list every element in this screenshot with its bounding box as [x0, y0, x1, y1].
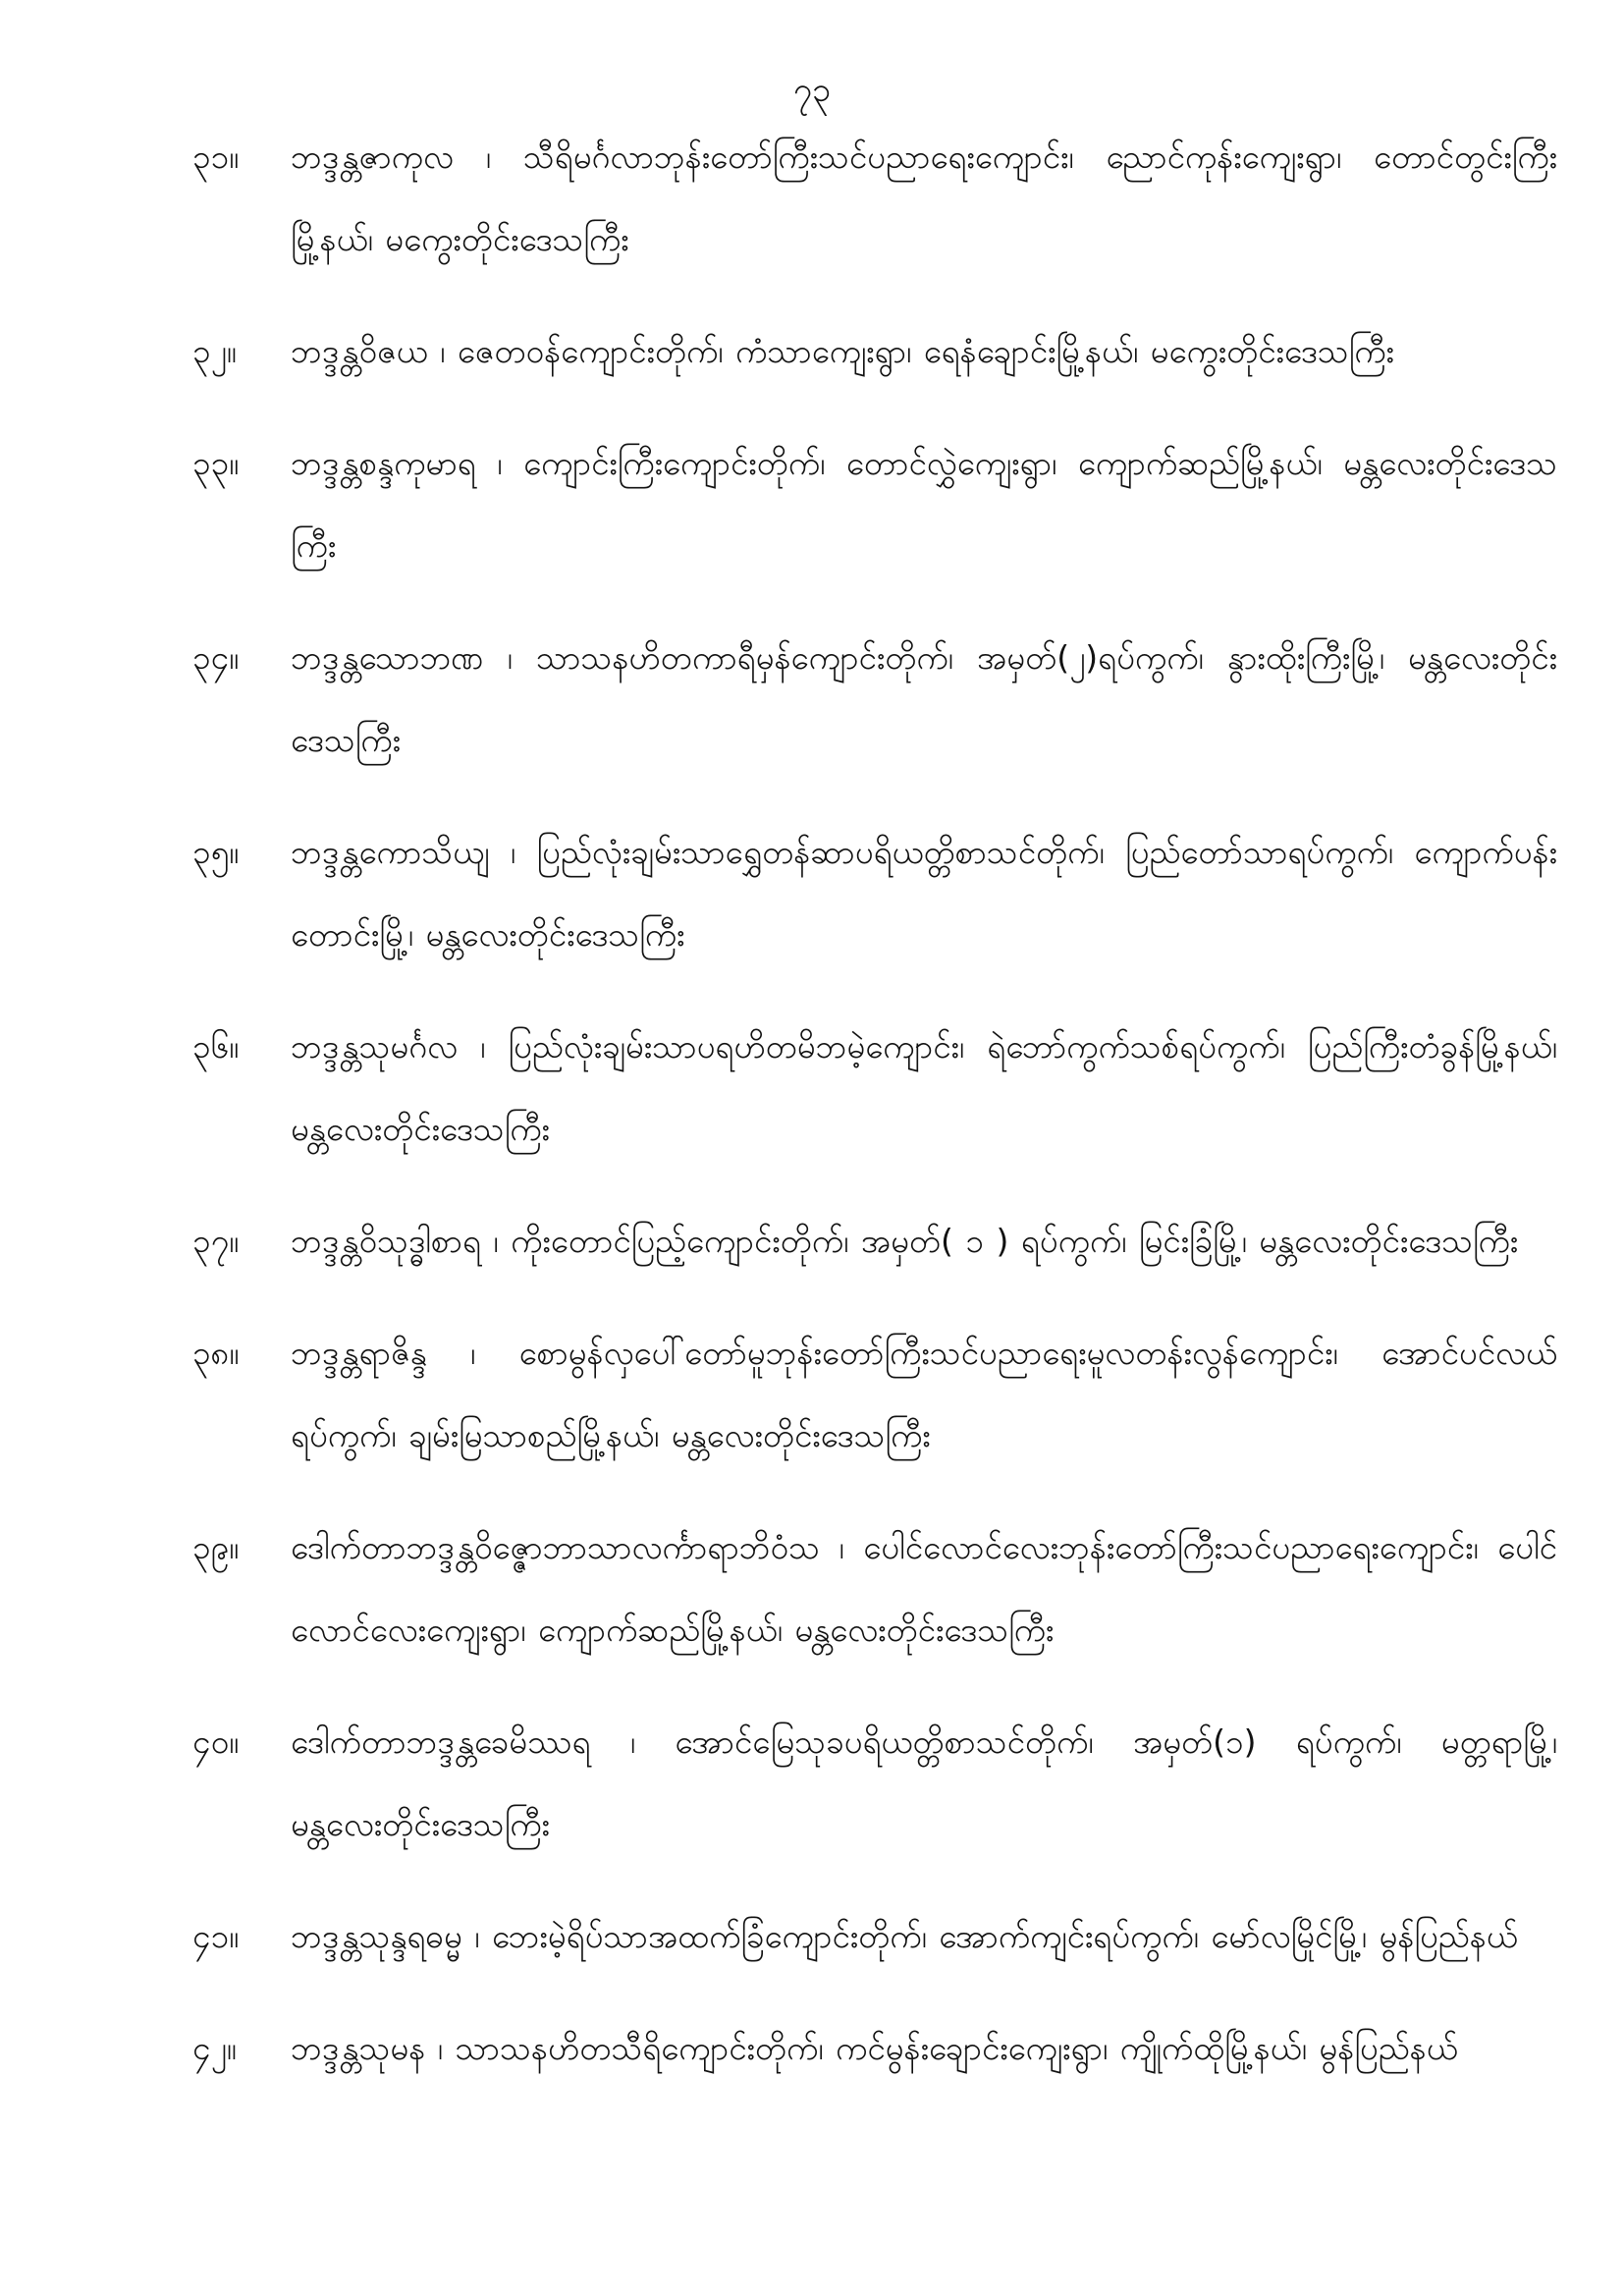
list-item	[192, 1895, 1557, 1978]
entry-text: ဒေါက်တာဘဒ္ဒန္တဝိဇ္ဇောဘာသာလင်္ကာရာဘိဝံသ ၊ ပေါင်လောင်လေးဘုန်းတော်ကြီးသင်ပညာရေးကျောင်း၊ ပေါင်လောင်လေးကျေးရွာ၊ ကျောက်ဆည်မြို့နယ်၊ မန္တလေးတိုင်းဒေသကြီး	[291, 1528, 1557, 1649]
list-item	[192, 1312, 1557, 1477]
entry-text: ဘဒ္ဒန္တစန္ဒကုမာရ ၊ ကျောင်းကြီးကျောင်းတိုက်၊ တောင်လွှဲကျေးရွာ၊ ကျောက်ဆည်မြို့နယ်၊ မန္တလေးတိုင်းဒေသကြီး	[291, 444, 1557, 565]
entry-number: ၃၅။	[192, 833, 240, 871]
list-item	[192, 310, 1557, 393]
entry-text: ဘဒ္ဒန္တသုမန ၊ သာသနဟိတသီရိကျောင်းတိုက်၊ ကင်မွန်းချောင်းကျေးရွာ၊ ကျိုက်ထိုမြို့နယ်၊ မွန်ပြည်နယ်	[291, 2029, 1458, 2067]
entry-number: ၄၂။	[192, 2029, 237, 2067]
entry-text: ဘဒ္ဒန္တကောသိယျ ၊ ပြည်လုံးချမ်းသာရွှေတန်ဆာပရိယတ္တိစာသင်တိုက်၊ ပြည်တော်သာရပ်ကွက်၊ ကျောက်ပန်းတောင်းမြို့၊ မန္တလေးတိုင်းဒေသကြီး	[291, 833, 1557, 954]
entry-text: ဘဒ္ဒန္တရာဇိန္ဒ ၊ စောမွန်လှပေါ်တော်မူဘုန်းတော်ကြီးသင်ပညာရေးမူလတန်းလွန်ကျောင်း၊ အောင်ပင်လယ်ရပ်ကွက်၊ ချမ်းမြသာစည်မြို့နယ်၊ မန္တလေးတိုင်းဒေသကြီး	[291, 1334, 1557, 1454]
entry-text: ဘဒ္ဒန္တဝိဇယ ၊ ဇေတဝန်ကျောင်းတိုက်၊ ကံသာကျေးရွာ၊ ရေနံချောင်းမြို့နယ်၊ မကွေးတိုင်းဒေသကြီး	[291, 332, 1394, 370]
list-item	[192, 1506, 1557, 1671]
entry-text: ဘဒ္ဒန္တသောဘဏ ၊ သာသနဟိတကာရီမှန်ကျောင်းတိုက်၊ အမှတ်(၂)ရပ်ကွက်၊ နွားထိုးကြီးမြို့၊ မန္တလေးတိုင်းဒေသကြီး	[291, 638, 1557, 759]
list-item	[192, 1006, 1557, 1171]
entry-number: ၄၁။	[192, 1917, 240, 1955]
entry-number: ၃၃။	[192, 444, 240, 482]
entry-text: ဒေါက်တာဘဒ္ဒန္တခေမိဿရ ၊ အောင်မြေသုခပရိယတ္တိစာသင်တိုက်၊ အမှတ်(၁) ရပ်ကွက်၊ မတ္တရာမြို့၊ မန္တလေးတိုင်းဒေသကြီး	[291, 1722, 1557, 1843]
list-item	[192, 617, 1557, 782]
list-item	[192, 1701, 1557, 1866]
entry-number: ၃၇။	[192, 1222, 240, 1260]
list-item	[192, 1200, 1557, 1283]
entry-text: ဘဒ္ဒန္တဇာကုလ ၊ သီရိမင်္ဂလာဘုန်းတော်ကြီးသင်ပညာရေးကျောင်း၊ ညောင်ကုန်းကျေးရွာ၊ တောင်တွင်းကြီးမြို့နယ်၊ မကွေးတိုင်းဒေသကြီး	[291, 137, 1557, 258]
entry-text: ဘဒ္ဒန္တသုန္ဒရဓမ္မ ၊ ဘေးမဲ့ရိပ်သာအထက်ခြံကျောင်းတိုက်၊ အောက်ကျင်းရပ်ကွက်၊ မော်လမြိုင်မြို့၊ မွန်ပြည်နယ်	[291, 1917, 1518, 1955]
entry-list	[192, 116, 1557, 2119]
entry-number: ၃၆။	[192, 1027, 240, 1066]
entry-number: ၄၀။	[192, 1722, 240, 1761]
entry-number: ၃၂။	[192, 332, 237, 370]
entry-text: ဘဒ္ဒန္တဝိသုဒ္ဓါစာရ ၊ ကိုးတောင်ပြည့်ကျောင်းတိုက်၊ အမှတ်( ၁ ) ရပ်ကွက်၊ မြင်းခြံမြို့၊ မန္တလေးတိုင်းဒေသကြီး	[291, 1222, 1519, 1260]
list-item	[192, 422, 1557, 587]
list-item	[192, 116, 1557, 281]
entry-number: ၃၉။	[192, 1528, 240, 1566]
list-item	[192, 811, 1557, 976]
page-number: ၇၃	[792, 71, 832, 110]
entry-text: ဘဒ္ဒန္တသုမင်္ဂလ ၊ ပြည်လုံးချမ်းသာပရဟိတမိဘမဲ့ကျောင်း၊ ရဲဘော်ကွက်သစ်ရပ်ကွက်၊ ပြည်ကြီးတံခွန်မြို့နယ်၊ မန္တလေးတိုင်းဒေသကြီး	[291, 1027, 1557, 1148]
entry-number: ၃၁။	[192, 137, 240, 176]
list-item	[192, 2007, 1557, 2090]
entry-number: ၃၄။	[192, 638, 240, 677]
entry-number: ၃၈။	[192, 1334, 240, 1372]
